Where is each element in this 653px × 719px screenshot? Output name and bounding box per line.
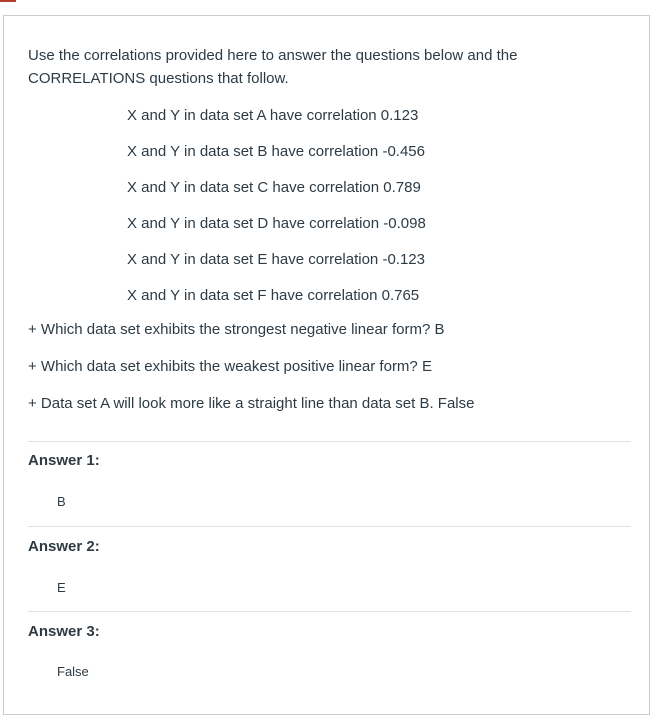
correlation-item: X and Y in data set D have correlation -0.098 [127,215,426,232]
answer-3-label: Answer 3: [28,623,100,640]
answer-2-value: E [57,580,66,595]
correlation-item: X and Y in data set A have correlation 0.123 [127,107,419,124]
divider [28,611,631,612]
prompt-item: + Which data set exhibits the weakest positive linear form? E [28,358,432,375]
question-intro: Use the correlations provided here to answer the questions below and the CORRELATIONS questions that follow. [28,47,518,87]
answer-1-value: B [57,494,66,509]
prompt-list [28,320,474,431]
correlation-item: X and Y in data set C have correlation 0.789 [127,179,421,196]
prompt-item: + Data set A will look more like a straight line than data set B. False [28,395,475,412]
divider [28,526,631,527]
divider [28,441,631,442]
correlation-item: X and Y in data set E have correlation -0.123 [127,251,425,268]
correlation-list [127,106,426,322]
answer-2-label: Answer 2: [28,538,100,555]
corner-mark [0,0,16,2]
answer-1-label: Answer 1: [28,452,100,469]
correlation-item: X and Y in data set F have correlation 0.765 [127,287,420,304]
prompt-item: + Which data set exhibits the strongest negative linear form? B [28,321,445,338]
answer-3-value: False [57,664,89,679]
correlation-item: X and Y in data set B have correlation -0.456 [127,143,425,160]
